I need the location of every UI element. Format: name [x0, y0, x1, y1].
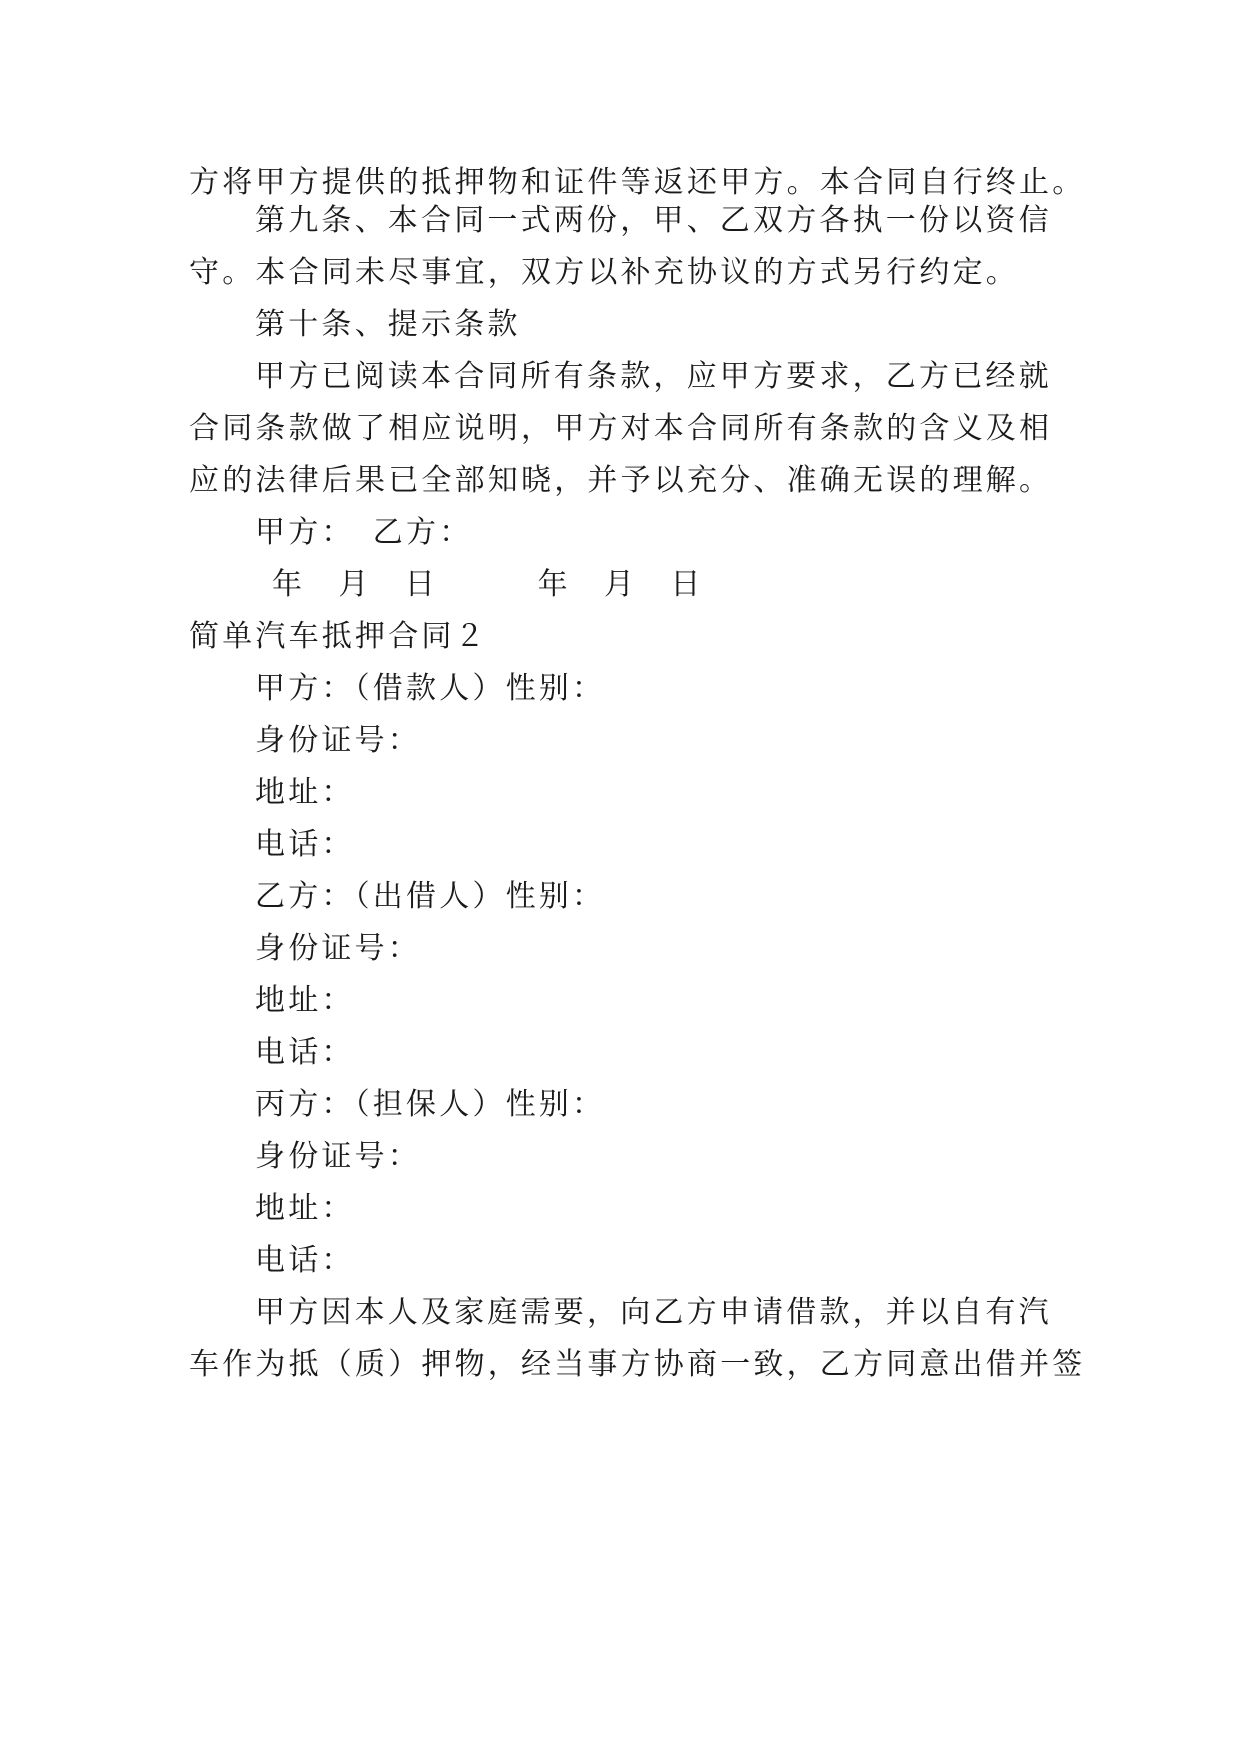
party-a-header: 甲方：（借款人）性别：	[255, 671, 606, 706]
party-a-id-field: 身份证号：	[255, 723, 421, 758]
party-b-phone-field: 电话：	[255, 1035, 355, 1070]
signature-parties-line: 甲方： 乙方：	[255, 515, 473, 550]
party-c-id-field: 身份证号：	[255, 1139, 421, 1174]
party-b-address-field: 地址：	[255, 983, 355, 1018]
party-a-address-field: 地址：	[255, 775, 355, 810]
clause-10-heading: 第十条、提示条款	[255, 307, 521, 342]
party-c-header: 丙方：（担保人）性别：	[255, 1087, 606, 1122]
party-a-phone-field: 电话：	[255, 827, 355, 862]
clause-10-text-line-2: 合同条款做了相应说明，甲方对本合同所有条款的含义及相	[189, 411, 1053, 446]
party-b-id-field: 身份证号：	[255, 931, 421, 966]
party-b-header: 乙方：（出借人）性别：	[255, 879, 606, 914]
signature-date-line: 年 月 日 年 月 日	[272, 567, 704, 602]
preamble-line-2: 车作为抵（质）押物，经当事方协商一致，乙方同意出借并签	[189, 1347, 1086, 1382]
clause-9-line-2: 守。本合同未尽事宜，双方以补充协议的方式另行约定。	[189, 255, 1019, 290]
party-c-phone-field: 电话：	[255, 1243, 355, 1278]
clause-10-text-line-1: 甲方已阅读本合同所有条款，应甲方要求，乙方已经就	[255, 359, 1052, 394]
preamble-line-1: 甲方因本人及家庭需要，向乙方申请借款，并以自有汽	[255, 1295, 1052, 1330]
clause-10-text-line-3: 应的法律后果已全部知晓，并予以充分、准确无误的理解。	[189, 463, 1053, 498]
contract-2-title: 简单汽车抵押合同２	[189, 619, 488, 654]
party-c-address-field: 地址：	[255, 1191, 355, 1226]
clause-9-line-1: 第九条、本合同一式两份，甲、乙双方各执一份以资信	[255, 203, 1052, 238]
text-line-continuation: 方将甲方提供的抵押物和证件等返还甲方。本合同自行终止。	[189, 165, 1086, 200]
